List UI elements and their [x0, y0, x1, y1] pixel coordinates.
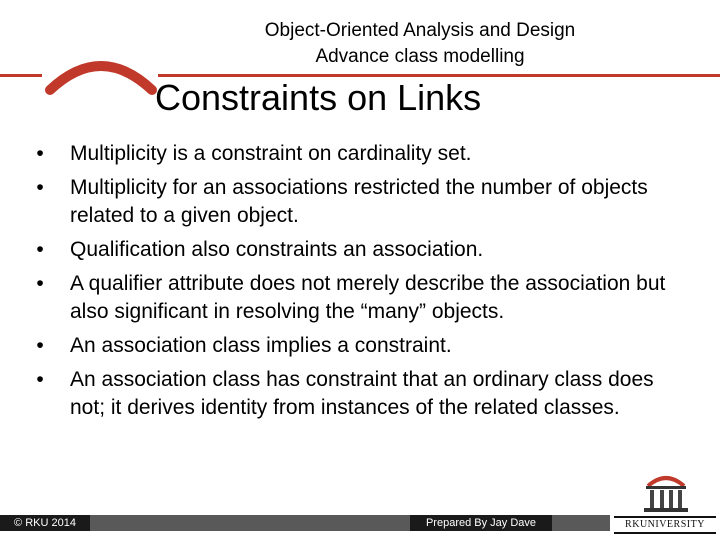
- bullet-text: Multiplicity for an associations restricted the number of objects related to a given object.: [70, 176, 648, 227]
- bullet-marker: •: [36, 238, 44, 261]
- bullet-marker: •: [36, 368, 44, 391]
- bullet-text: Multiplicity is a constraint on cardinality set.: [70, 142, 472, 165]
- university-logo: [614, 472, 716, 534]
- bullet-text: An association class implies a constraint.: [70, 334, 452, 357]
- bullet-marker: •: [36, 176, 44, 199]
- red-arc-decoration: [42, 48, 160, 98]
- bullet-list: [30, 140, 690, 428]
- slide-header: [190, 18, 650, 70]
- course-title: Object-Oriented Analysis and Design: [264, 20, 576, 41]
- list-item: [30, 332, 690, 360]
- logo-wordmark: RKUNIVERSITY: [614, 516, 716, 534]
- slide-title: Constraints on Links: [155, 77, 482, 118]
- bullet-text: Qualification also constraints an association.: [70, 238, 484, 261]
- bullet-marker: •: [36, 334, 44, 357]
- pillars-icon: [638, 472, 694, 514]
- bullet-text: A qualifier attribute does not merely describe the association but also significant in resolving the “many” objects.: [70, 272, 666, 323]
- course-subtitle: Advance class modelling: [315, 46, 525, 67]
- list-item: [30, 174, 690, 230]
- bullet-marker: •: [36, 142, 44, 165]
- footer-author: Prepared By Jay Dave: [410, 515, 552, 531]
- footer-copyright: © RKU 2014: [0, 515, 90, 531]
- list-item: [30, 140, 690, 168]
- list-item: [30, 236, 690, 264]
- list-item: [30, 270, 690, 326]
- bullet-marker: •: [36, 272, 44, 295]
- header-rule-left: [0, 74, 42, 77]
- bullet-text: An association class has constraint that an ordinary class does not; it derives identity from instances of the related classes.: [70, 368, 654, 419]
- list-item: [30, 366, 690, 422]
